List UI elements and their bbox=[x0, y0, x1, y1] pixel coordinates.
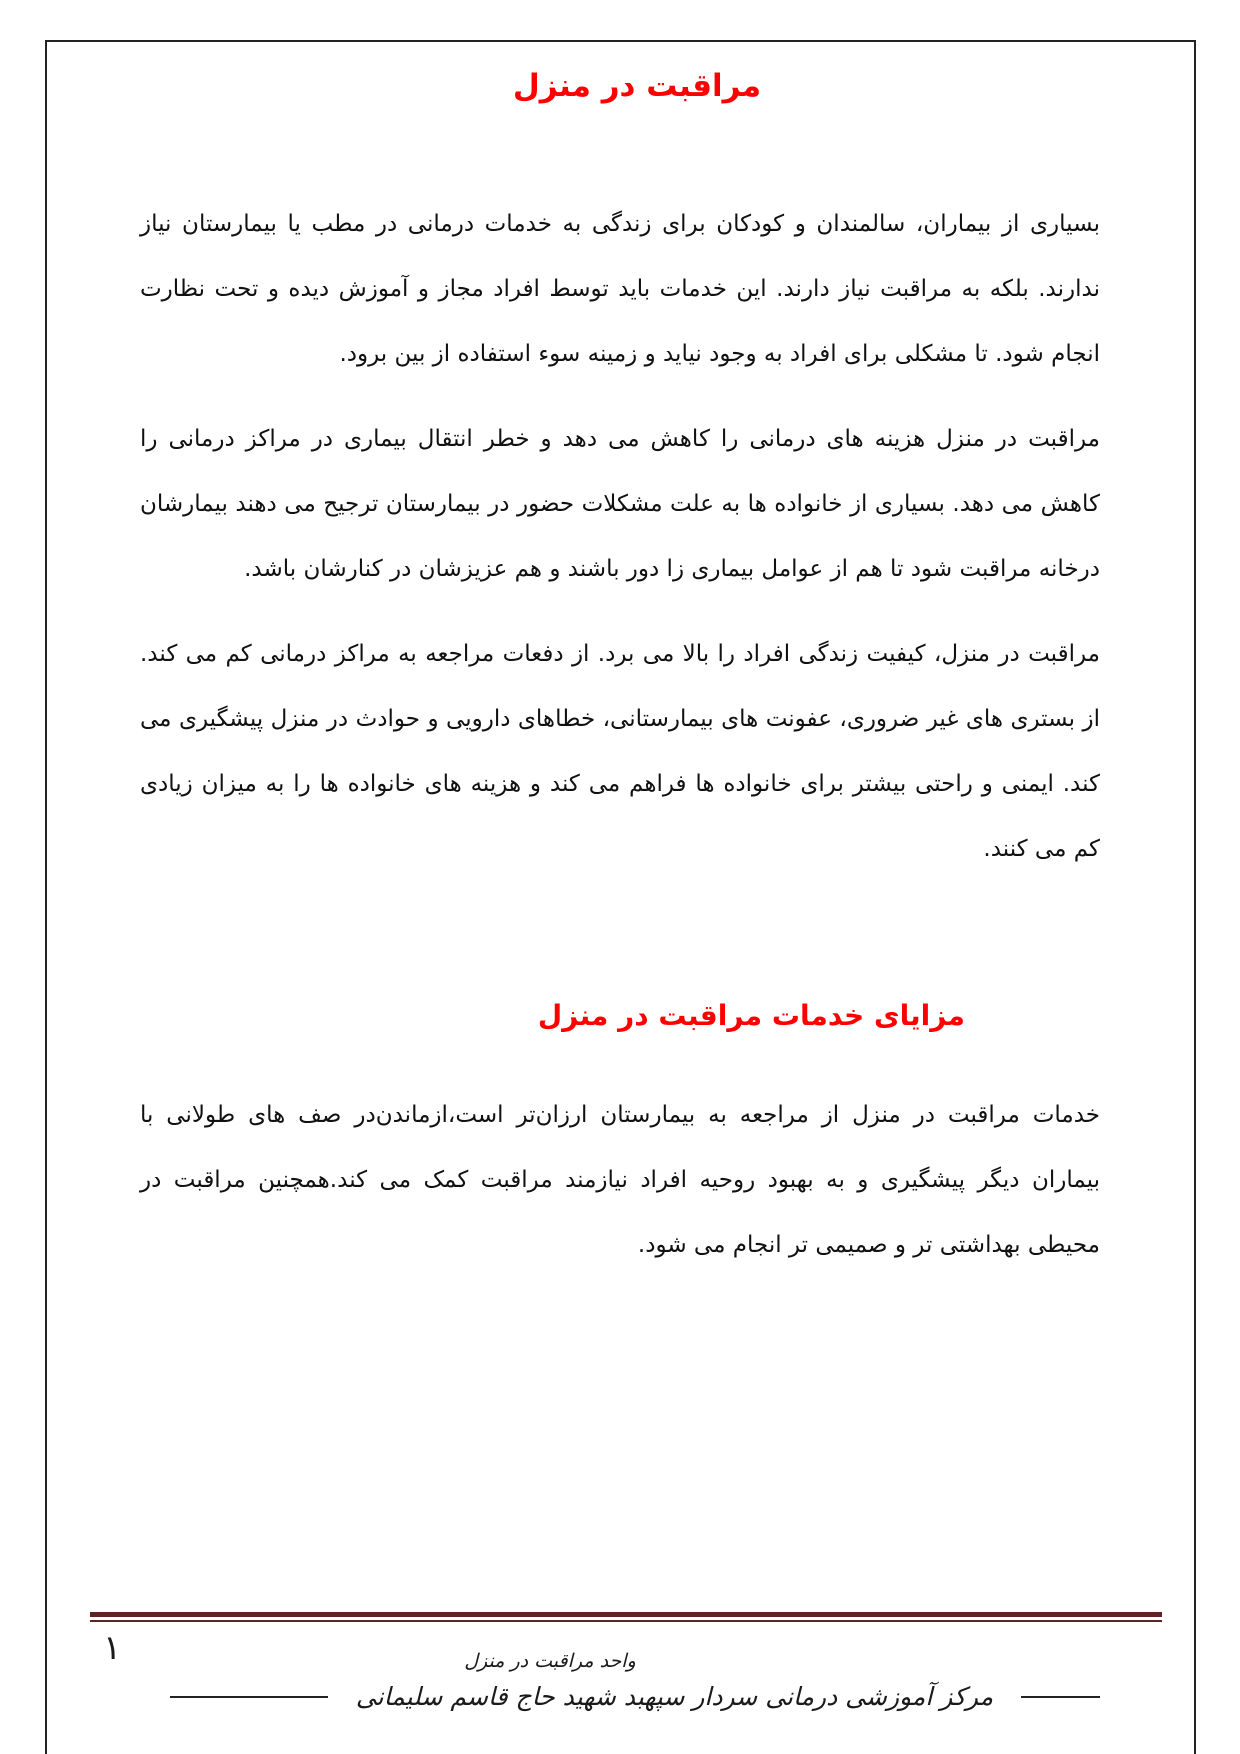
paragraph-home-care-1: بسیاری از بیماران، سالمندان و کودکان برای زندگی به خدمات درمانی در مطب یا بیمارستان نیاز ندارند. بلکه به مراقبت نیاز دارند. این خدمات باید توسط افراد مجاز و آموزش دیده و تحت نظارت انجام شود. تا مشکلی برای افراد به وجود نیاید و زمینه سوء استفاده از بین برود. bbox=[140, 211, 1100, 367]
footer-signature-row bbox=[170, 1682, 1100, 1711]
footer-center-name: مرکز آموزشی درمانی سردار سپهبد شهید حاج قاسم سلیمانی bbox=[355, 1682, 994, 1711]
section-heading-benefits: مزایای خدمات مراقبت در منزل bbox=[537, 999, 965, 1032]
document-body bbox=[140, 192, 1100, 1298]
paragraph-home-care-2: مراقبت در منزل هزینه های درمانی را کاهش می دهد و خطر انتقال بیماری در مراکز درمانی را کاهش می دهد. بسیاری از خانواده ها به علت مشکلات حضور در بیمارستان ترجیح می دهند بیمارشان درخانه مراقبت شود تا هم از عوامل بیماری زا دور باشند و هم عزیزشان در کنارشان باشد. bbox=[140, 426, 1100, 582]
document-title: مراقبت در منزل bbox=[512, 68, 762, 104]
page-number: ۱ bbox=[103, 1628, 122, 1668]
footer-rule-left bbox=[170, 1696, 328, 1698]
paragraph-home-care-3: مراقبت در منزل، کیفیت زندگی افراد را بالا می برد. از دفعات مراجعه به مراکز درمانی کم می کند. از بستری های غیر ضروری، عفونت های بیمارستانی، خطاهای دارویی و حوادث در منزل پیشگیری می کند. ایمنی و راحتی بیشتر برای خانواده ها فراهم می کند و هزینه های خانواده ها را به میزان زیادی کم می کنند. bbox=[140, 641, 1100, 862]
footer-rule-right bbox=[1021, 1696, 1100, 1698]
footer-department-line: واحد مراقبت در منزل bbox=[464, 1650, 636, 1672]
paragraph-benefits-1: خدمات مراقبت در منزل از مراجعه به بیمارستان ارزان‌تر است،ازماندن‌در صف های طولانی با بیماران دیگر پیشگیری و به بهبود روحیه افراد نیازمند مراقبت کمک می کند.همچنین مراقبت در محیطی بهداشتی تر و صمیمی تر انجام می شود. bbox=[140, 1102, 1100, 1258]
footer-divider bbox=[90, 1612, 1162, 1622]
